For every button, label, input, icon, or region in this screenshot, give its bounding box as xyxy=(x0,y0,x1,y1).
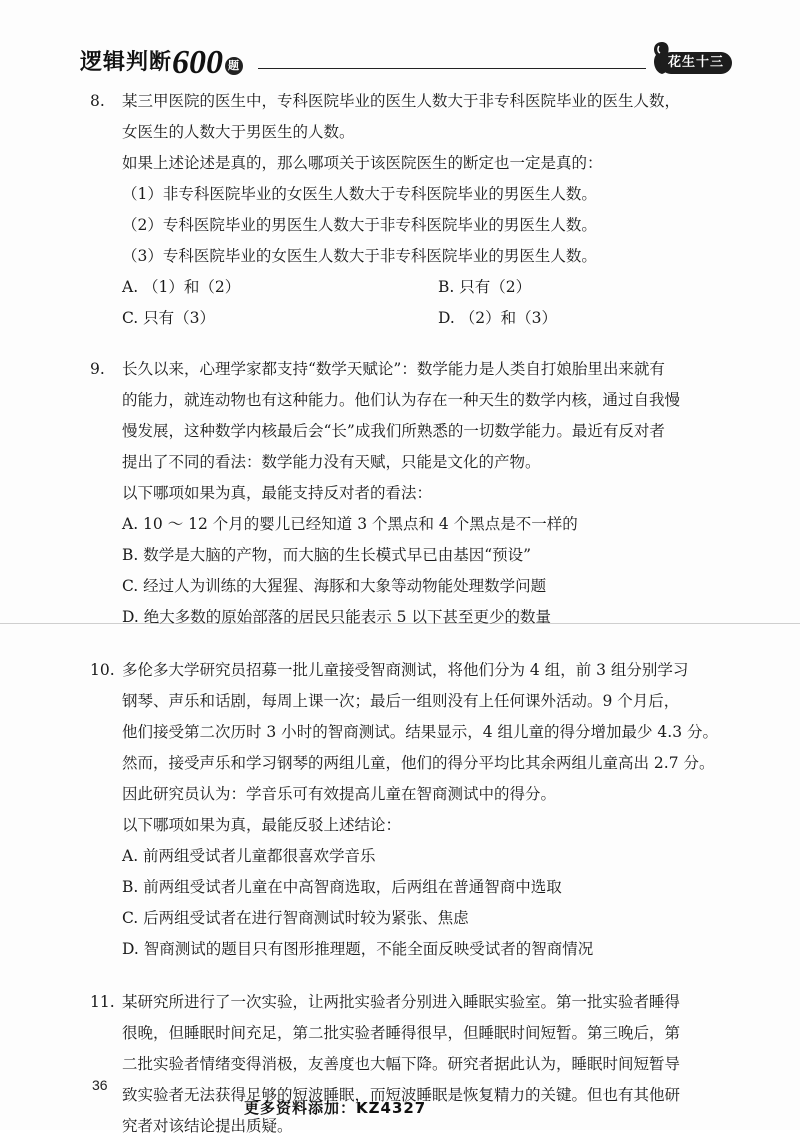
option-d: D. （2）和（3） xyxy=(438,309,557,327)
book-title-ti-badge: 题 xyxy=(225,57,243,75)
question-10 xyxy=(90,655,740,965)
question-stem-line: 很晚，但睡眠时间充足，第二批实验者睡得很早，但睡眠时间短暂。第三晚后，第 xyxy=(122,1024,681,1042)
question-9 xyxy=(90,354,740,633)
question-stem-line: 女医生的人数大于男医生的人数。 xyxy=(122,123,355,141)
header-rule xyxy=(258,68,646,69)
page-number: 36 xyxy=(92,1077,108,1093)
question-stem-line: 10. 多伦多大学研究员招募一批儿童接受智商测试，将他们分为 4 组，前 3 组分别学习 xyxy=(90,655,740,686)
question-stem-line: 然而，接受声乐和学习钢琴的两组儿童，他们的得分平均比其余两组儿童高出 2.7 分。 xyxy=(122,754,715,772)
brand-logo xyxy=(646,40,736,80)
option-b: B. 前两组受试者儿童在中高智商选取，后两组在普通智商中选取 xyxy=(122,878,562,896)
option-a: A. （1）和（2） xyxy=(122,278,241,296)
question-stem-line: 因此研究员认为：学音乐可有效提高儿童在智商测试中的得分。 xyxy=(122,785,557,803)
option-row xyxy=(90,303,740,334)
statement-3: （3）专科医院毕业的女医生人数大于非专科医院毕业的男医生人数。 xyxy=(122,247,597,265)
question-8 xyxy=(90,86,740,334)
question-prompt: 如果上述论述是真的，那么哪项关于该医院医生的断定也一定是真的： xyxy=(122,154,603,172)
book-title xyxy=(80,44,243,82)
questions-content xyxy=(90,86,740,1142)
question-stem-line: 二批实验者情绪变得消极，友善度也大幅下降。研究者据此认为，睡眠时间短暂导 xyxy=(122,1055,681,1073)
brand-name: 花生十三 xyxy=(660,52,732,74)
statement-2: （2）专科医院毕业的男医生人数大于非专科医院毕业的男医生人数。 xyxy=(122,216,597,234)
question-stem-line: 的能力，就连动物也有这种能力。他们认为存在一种天生的数学内核，通过自我慢 xyxy=(122,391,681,409)
option-c: C. 后两组受试者在进行智商测试时较为紧张、焦虑 xyxy=(122,909,469,927)
option-c: C. 只有（3） xyxy=(122,309,216,327)
option-a: A. 前两组受试者儿童都很喜欢学音乐 xyxy=(122,847,376,865)
option-b: B. 数学是大脑的产物，而大脑的生长模式早已由基因“预设” xyxy=(122,546,532,564)
question-11 xyxy=(90,987,740,1142)
question-stem-line: 提出了不同的看法：数学能力没有天赋，只能是文化的产物。 xyxy=(122,453,541,471)
question-stem-line: 9. 长久以来，心理学家都支持“数学天赋论”：数学能力是人类自打娘胎里出来就有 xyxy=(90,354,740,385)
question-number: 9. xyxy=(90,360,105,378)
page-header xyxy=(80,40,730,84)
statement-1: （1）非专科医院毕业的女医生人数大于专科医院毕业的男医生人数。 xyxy=(122,185,597,203)
option-c: C. 经过人为训练的大猩猩、海豚和大象等动物能处理数学问题 xyxy=(122,577,547,595)
question-stem-line: 慢发展，这种数学内核最后会“长”成我们所熟悉的一切数学能力。最近有反对者 xyxy=(122,422,665,440)
question-stem-line: 他们接受第二次历时 3 小时的智商测试。结果显示，4 组儿童的得分增加最少 4.3 分。 xyxy=(122,723,719,741)
question-prompt: 以下哪项如果为真，最能反驳上述结论： xyxy=(122,816,402,834)
question-stem-line: 钢琴、声乐和话剧，每周上课一次；最后一组则没有上任何课外活动。9 个月后， xyxy=(122,692,680,710)
question-number: 10. xyxy=(90,661,115,679)
question-stem-line: 8. 某三甲医院的医生中，专科医院毕业的医生人数大于非专科医院毕业的医生人数， xyxy=(90,86,740,117)
footer-note: 更多资料添加：KZ4327 xyxy=(244,1099,427,1117)
option-d: D. 智商测试的题目只有图形推理题，不能全面反映受试者的智商情况 xyxy=(122,940,594,958)
question-stem-line: 究者对该结论提出质疑。 xyxy=(122,1117,293,1135)
option-d: D. 绝大多数的原始部落的居民只能表示 5 以下甚至更少的数量 xyxy=(122,608,551,626)
option-b: B. 只有（2） xyxy=(438,278,532,296)
question-number: 11. xyxy=(90,993,115,1011)
option-a: A. 10 ～ 12 个月的婴儿已经知道 3 个黑点和 4 个黑点是不一样的 xyxy=(122,515,578,533)
book-title-number: 600 xyxy=(172,44,224,81)
question-prompt: 以下哪项如果为真，最能支持反对者的看法： xyxy=(122,484,433,502)
book-title-text: 逻辑判断 xyxy=(80,50,173,75)
question-stem-line: 致实验者无法获得足够的短波睡眠，而短波睡眠是恢复精力的关键。但也有其他研 xyxy=(122,1086,681,1104)
question-number: 8. xyxy=(90,92,105,110)
question-stem-line: 11. 某研究所进行了一次实验，让两批实验者分别进入睡眠实验室。第一批实验者睡得 xyxy=(90,987,740,1018)
option-row xyxy=(90,272,740,303)
